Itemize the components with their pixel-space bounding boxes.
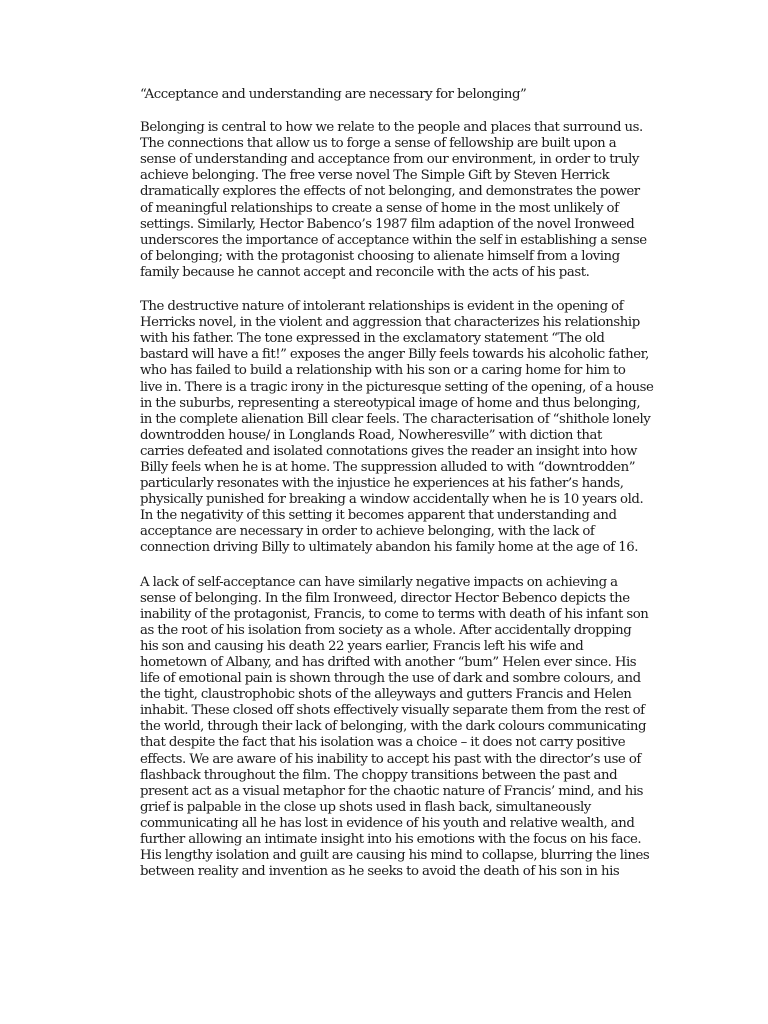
- paragraph-line: with his father. The tone expressed in the exclamatory statement “The old: [140, 331, 605, 347]
- paragraph-line: The destructive nature of intolerant relationships is evident in the opening of: [140, 299, 624, 315]
- document-page: [140, 87, 654, 898]
- essay-title: “Acceptance and understanding are necessary for belonging”: [140, 87, 527, 102]
- paragraph-line: carries defeated and isolated connotations gives the reader an insight into how: [140, 443, 637, 459]
- paragraph-line: the tight, claustrophobic shots of the alleyways and gutters Francis and Helen: [140, 687, 632, 703]
- paragraph-line: downtrodden house/ in Longlands Road, Nowheresville” with diction that: [140, 427, 602, 443]
- paragraph-line: dramatically explores the effects of not belonging, and demonstrates the power: [140, 184, 640, 200]
- paragraph-line: acceptance are necessary in order to achieve belonging, with the lack of: [140, 524, 595, 540]
- paragraph-line: life of emotional pain is shown through the use of dark and sombre colours, and: [140, 671, 641, 687]
- paragraph-line: flashback throughout the film. The choppy transitions between the past and: [140, 767, 618, 783]
- paragraph-line: Herricks novel, in the violent and aggression that characterizes his relationship: [140, 315, 640, 331]
- paragraph-line: in the suburbs, representing a stereotypical image of home and thus belonging,: [140, 395, 641, 411]
- paragraph-line: family because he cannot accept and reconcile with the acts of his past.: [140, 264, 590, 280]
- paragraph-line: of belonging; with the protagonist choosing to alienate himself from a loving: [140, 248, 620, 264]
- paragraph-line: Belonging is central to how we relate to the people and places that surround us.: [140, 120, 643, 136]
- paragraph-line: inability of the protagonist, Francis, to come to terms with death of his infant son: [140, 606, 649, 622]
- paragraph-line: as the root of his isolation from society as a whole. After accidentally dropping: [140, 622, 632, 638]
- paragraph-line: connection driving Billy to ultimately abandon his family home at the age of 16.: [140, 540, 638, 556]
- paragraph-simple-gift: [140, 299, 654, 557]
- paragraph-line: live in. There is a tragic irony in the picturesque setting of the opening, of a house: [140, 379, 654, 395]
- paragraph-line: inhabit. These closed off shots effectively visually separate them from the rest of: [140, 703, 645, 719]
- paragraph-line: the world, through their lack of belonging, with the dark colours communicating: [140, 719, 647, 735]
- paragraph-line: hometown of Albany, and has drifted with another “bum” Helen ever since. His: [140, 655, 637, 670]
- paragraph-line: further allowing an intimate insight into his emotions with the focus on his face.: [140, 832, 642, 848]
- paragraph-line: grief is palpable in the close up shots used in flash back, simultaneously: [140, 799, 591, 815]
- paragraph-line: particularly resonates with the injustice he experiences at his father’s hands,: [140, 476, 624, 492]
- paragraph-line: sense of understanding and acceptance from our environment, in order to truly: [140, 152, 639, 168]
- paragraph-line: bastard will have a fit!” exposes the anger Billy feels towards his alcoholic father,: [140, 347, 649, 363]
- paragraph-line: physically punished for breaking a window accidentally when he is 10 years old.: [140, 492, 644, 508]
- paragraph-line: his son and causing his death 22 years earlier, Francis left his wife and: [140, 638, 584, 654]
- paragraph-line: who has failed to build a relationship with his son or a caring home for him to: [140, 363, 626, 379]
- paragraph-line: In the negativity of this setting it becomes apparent that understanding and: [140, 508, 617, 524]
- paragraph-line: effects. We are aware of his inability to accept his past with the director’s use of: [140, 751, 641, 767]
- paragraph-line: communicating all he has lost in evidence of his youth and relative wealth, and: [140, 815, 635, 831]
- paragraph-line: achieve belonging. The free verse novel The Simple Gift by Steven Herrick: [140, 168, 610, 184]
- paragraph-line: present act as a visual metaphor for the chaotic nature of Francis’ mind, and his: [140, 783, 644, 799]
- paragraph-line: that despite the fact that his isolation was a choice – it does not carry positive: [140, 735, 626, 751]
- paragraph-line: in the complete alienation Bill clear feels. The characterisation of “shithole lonely: [140, 411, 651, 427]
- paragraph-line: of meaningful relationships to create a sense of home in the most unlikely of: [140, 200, 619, 216]
- paragraph-line: between reality and invention as he seeks to avoid the death of his son in his: [140, 864, 620, 880]
- paragraph-line: Billy feels when he is at home. The suppression alluded to with “downtrodden”: [140, 459, 636, 475]
- paragraph-line: underscores the importance of acceptance within the self in establishing a sense: [140, 232, 647, 248]
- paragraph-line: His lengthy isolation and guilt are causing his mind to collapse, blurring the lines: [140, 848, 650, 864]
- paragraph-line: A lack of self-acceptance can have similarly negative impacts on achieving a: [140, 574, 618, 590]
- paragraph-line: settings. Similarly, Hector Babenco’s 1987 film adaption of the novel Ironweed: [140, 216, 635, 232]
- paragraph-ironweed: [140, 574, 650, 881]
- paragraph-line: The connections that allow us to forge a sense of fellowship are built upon a: [140, 136, 617, 152]
- paragraph-introduction: [140, 120, 647, 281]
- paragraph-line: sense of belonging. In the film Ironweed, director Hector Bebenco depicts the: [140, 590, 630, 606]
